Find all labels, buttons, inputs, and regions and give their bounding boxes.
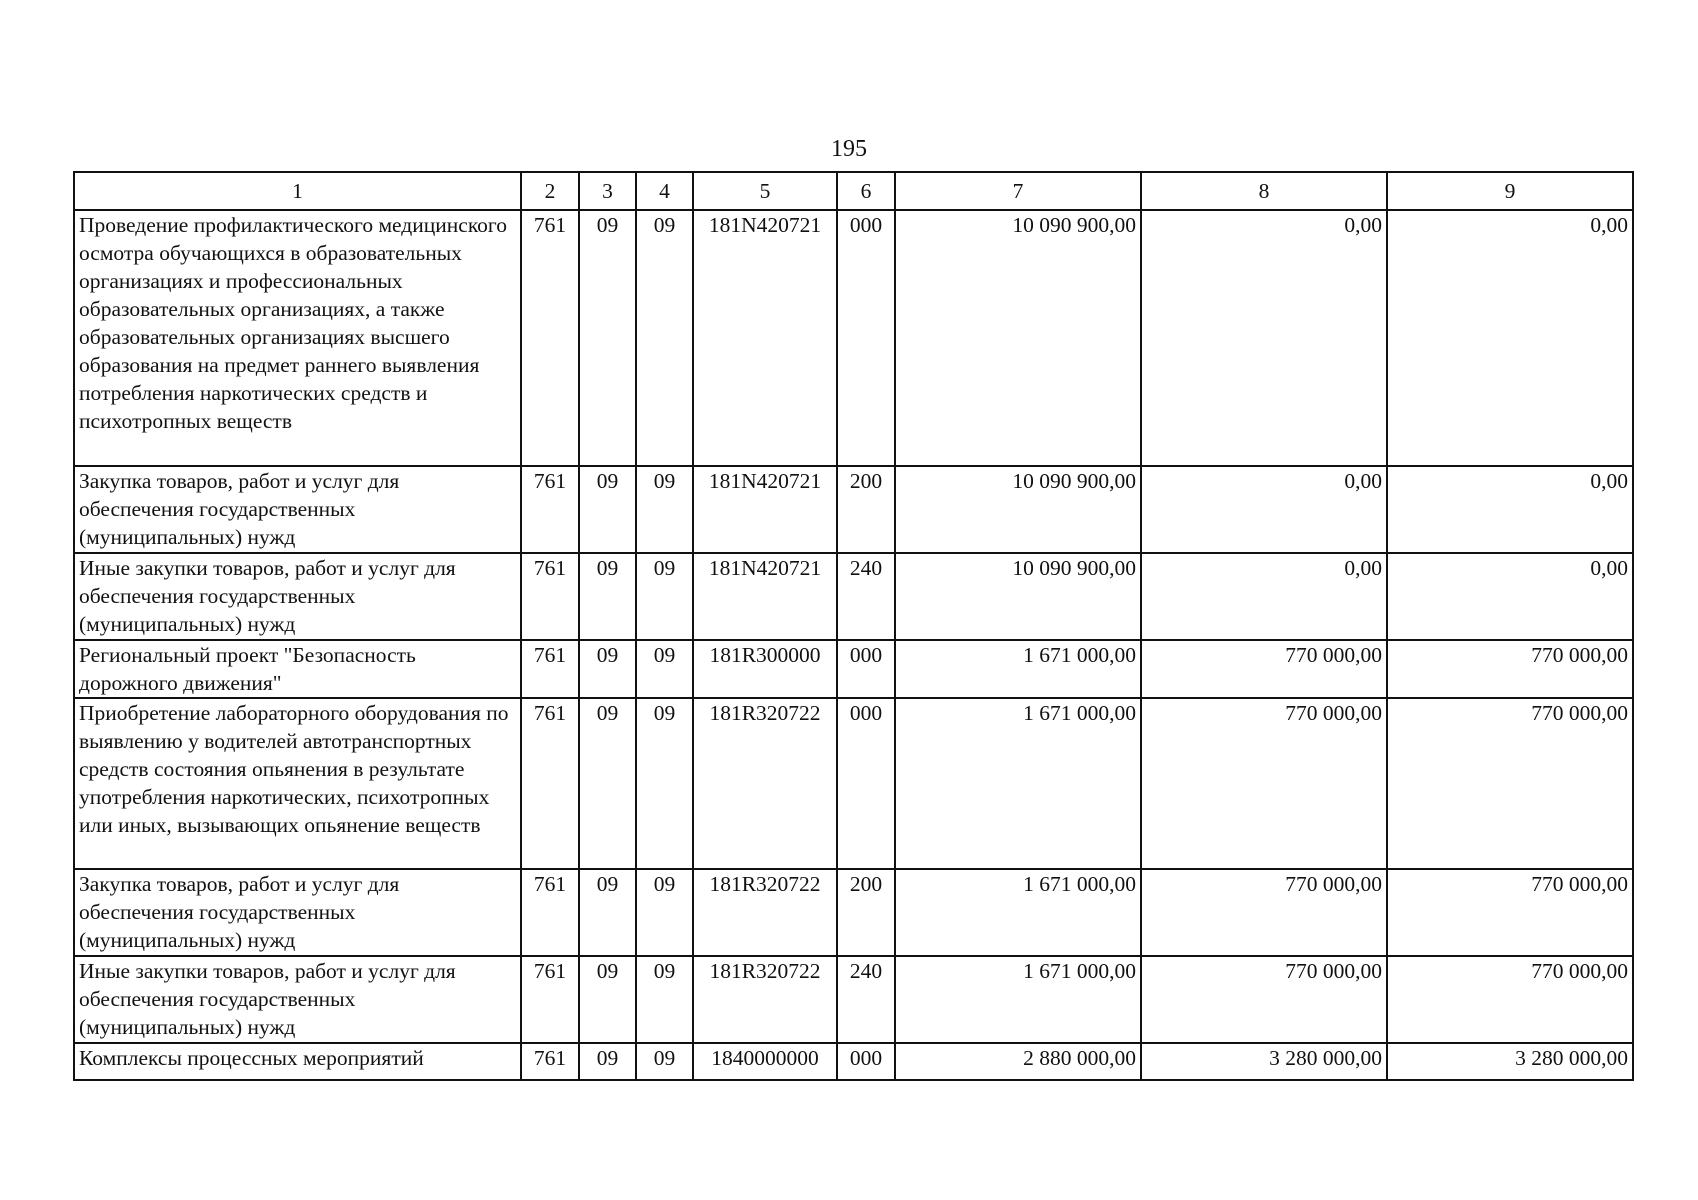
row-name: Иные закупки товаров, работ и услуг для обеспечения государственных (муниципальных) нужд	[74, 956, 521, 1043]
table-row	[74, 553, 1633, 640]
row-code-4: 09	[636, 640, 693, 698]
row-code-5: 181R320722	[693, 698, 837, 869]
row-amount-8: 770 000,00	[1141, 869, 1387, 956]
header-cell: 2	[521, 172, 579, 210]
row-amount-7: 2 880 000,00	[895, 1043, 1141, 1080]
row-name: Комплексы процессных мероприятий	[74, 1043, 521, 1080]
row-name: Приобретение лабораторного оборудования по выявлению у водителей автотранспортных средств состояния опьянения в результате употребления наркотических, психотропных или иных, вызывающих опьянение веществ	[74, 698, 521, 869]
row-code-2: 761	[521, 640, 579, 698]
row-code-3: 09	[579, 1043, 636, 1080]
row-amount-9: 770 000,00	[1387, 956, 1633, 1043]
row-code-6: 000	[837, 210, 895, 466]
row-code-4: 09	[636, 466, 693, 553]
row-amount-9: 3 280 000,00	[1387, 1043, 1633, 1080]
row-name: Проведение профилактического медицинского осмотра обучающихся в образовательных организациях и профессиональных образовательных организациях, а также образовательных организациях высшего образования на предмет раннего выявления потребления наркотических средств и психотропных веществ	[74, 210, 521, 466]
row-amount-7: 1 671 000,00	[895, 956, 1141, 1043]
row-code-5: 181N420721	[693, 553, 837, 640]
row-amount-9: 0,00	[1387, 210, 1633, 466]
row-amount-9: 770 000,00	[1387, 698, 1633, 869]
row-code-6: 200	[837, 869, 895, 956]
row-code-5: 181R320722	[693, 956, 837, 1043]
row-amount-8: 770 000,00	[1141, 640, 1387, 698]
row-amount-8: 770 000,00	[1141, 698, 1387, 869]
row-code-3: 09	[579, 553, 636, 640]
row-amount-9: 0,00	[1387, 466, 1633, 553]
row-code-3: 09	[579, 210, 636, 466]
row-code-5: 181N420721	[693, 210, 837, 466]
row-amount-7: 10 090 900,00	[895, 553, 1141, 640]
row-code-2: 761	[521, 869, 579, 956]
header-cell: 1	[74, 172, 521, 210]
row-code-2: 761	[521, 553, 579, 640]
row-code-3: 09	[579, 698, 636, 869]
table-row	[74, 956, 1633, 1043]
row-code-2: 761	[521, 1043, 579, 1080]
row-amount-7: 10 090 900,00	[895, 466, 1141, 553]
row-name: Иные закупки товаров, работ и услуг для обеспечения государственных (муниципальных) нужд	[74, 553, 521, 640]
row-code-6: 200	[837, 466, 895, 553]
row-code-6: 000	[837, 1043, 895, 1080]
row-amount-9: 770 000,00	[1387, 869, 1633, 956]
row-amount-7: 1 671 000,00	[895, 869, 1141, 956]
row-code-3: 09	[579, 869, 636, 956]
header-row	[74, 172, 1633, 210]
header-cell: 3	[579, 172, 636, 210]
row-amount-7: 1 671 000,00	[895, 640, 1141, 698]
row-code-2: 761	[521, 210, 579, 466]
row-code-3: 09	[579, 956, 636, 1043]
row-code-5: 181R300000	[693, 640, 837, 698]
row-name: Закупка товаров, работ и услуг для обеспечения государственных (муниципальных) нужд	[74, 869, 521, 956]
table-row	[74, 1043, 1633, 1080]
table-row	[74, 640, 1633, 698]
row-amount-8: 0,00	[1141, 553, 1387, 640]
row-code-4: 09	[636, 869, 693, 956]
page-number: 195	[831, 136, 867, 162]
budget-table	[73, 171, 1634, 1081]
table-row	[74, 210, 1633, 466]
row-code-2: 761	[521, 698, 579, 869]
row-amount-7: 10 090 900,00	[895, 210, 1141, 466]
row-code-6: 000	[837, 698, 895, 869]
header-cell: 4	[636, 172, 693, 210]
row-amount-8: 0,00	[1141, 210, 1387, 466]
table-row	[74, 698, 1633, 869]
row-amount-7: 1 671 000,00	[895, 698, 1141, 869]
row-code-6: 240	[837, 956, 895, 1043]
row-code-6: 000	[837, 640, 895, 698]
row-code-3: 09	[579, 640, 636, 698]
row-code-5: 1840000000	[693, 1043, 837, 1080]
row-code-4: 09	[636, 210, 693, 466]
row-amount-9: 0,00	[1387, 553, 1633, 640]
row-code-2: 761	[521, 466, 579, 553]
row-code-4: 09	[636, 553, 693, 640]
row-amount-8: 0,00	[1141, 466, 1387, 553]
row-name: Региональный проект "Безопасность дорожного движения"	[74, 640, 521, 698]
row-amount-9: 770 000,00	[1387, 640, 1633, 698]
row-code-5: 181N420721	[693, 466, 837, 553]
row-code-4: 09	[636, 1043, 693, 1080]
row-code-4: 09	[636, 698, 693, 869]
row-code-5: 181R320722	[693, 869, 837, 956]
header-cell: 5	[693, 172, 837, 210]
header-cell: 7	[895, 172, 1141, 210]
row-name: Закупка товаров, работ и услуг для обеспечения государственных (муниципальных) нужд	[74, 466, 521, 553]
header-cell: 6	[837, 172, 895, 210]
header-cell: 9	[1387, 172, 1633, 210]
row-code-3: 09	[579, 466, 636, 553]
table-row	[74, 466, 1633, 553]
row-code-6: 240	[837, 553, 895, 640]
row-code-2: 761	[521, 956, 579, 1043]
row-amount-8: 770 000,00	[1141, 956, 1387, 1043]
row-amount-8: 3 280 000,00	[1141, 1043, 1387, 1080]
table-row	[74, 869, 1633, 956]
header-cell: 8	[1141, 172, 1387, 210]
row-code-4: 09	[636, 956, 693, 1043]
